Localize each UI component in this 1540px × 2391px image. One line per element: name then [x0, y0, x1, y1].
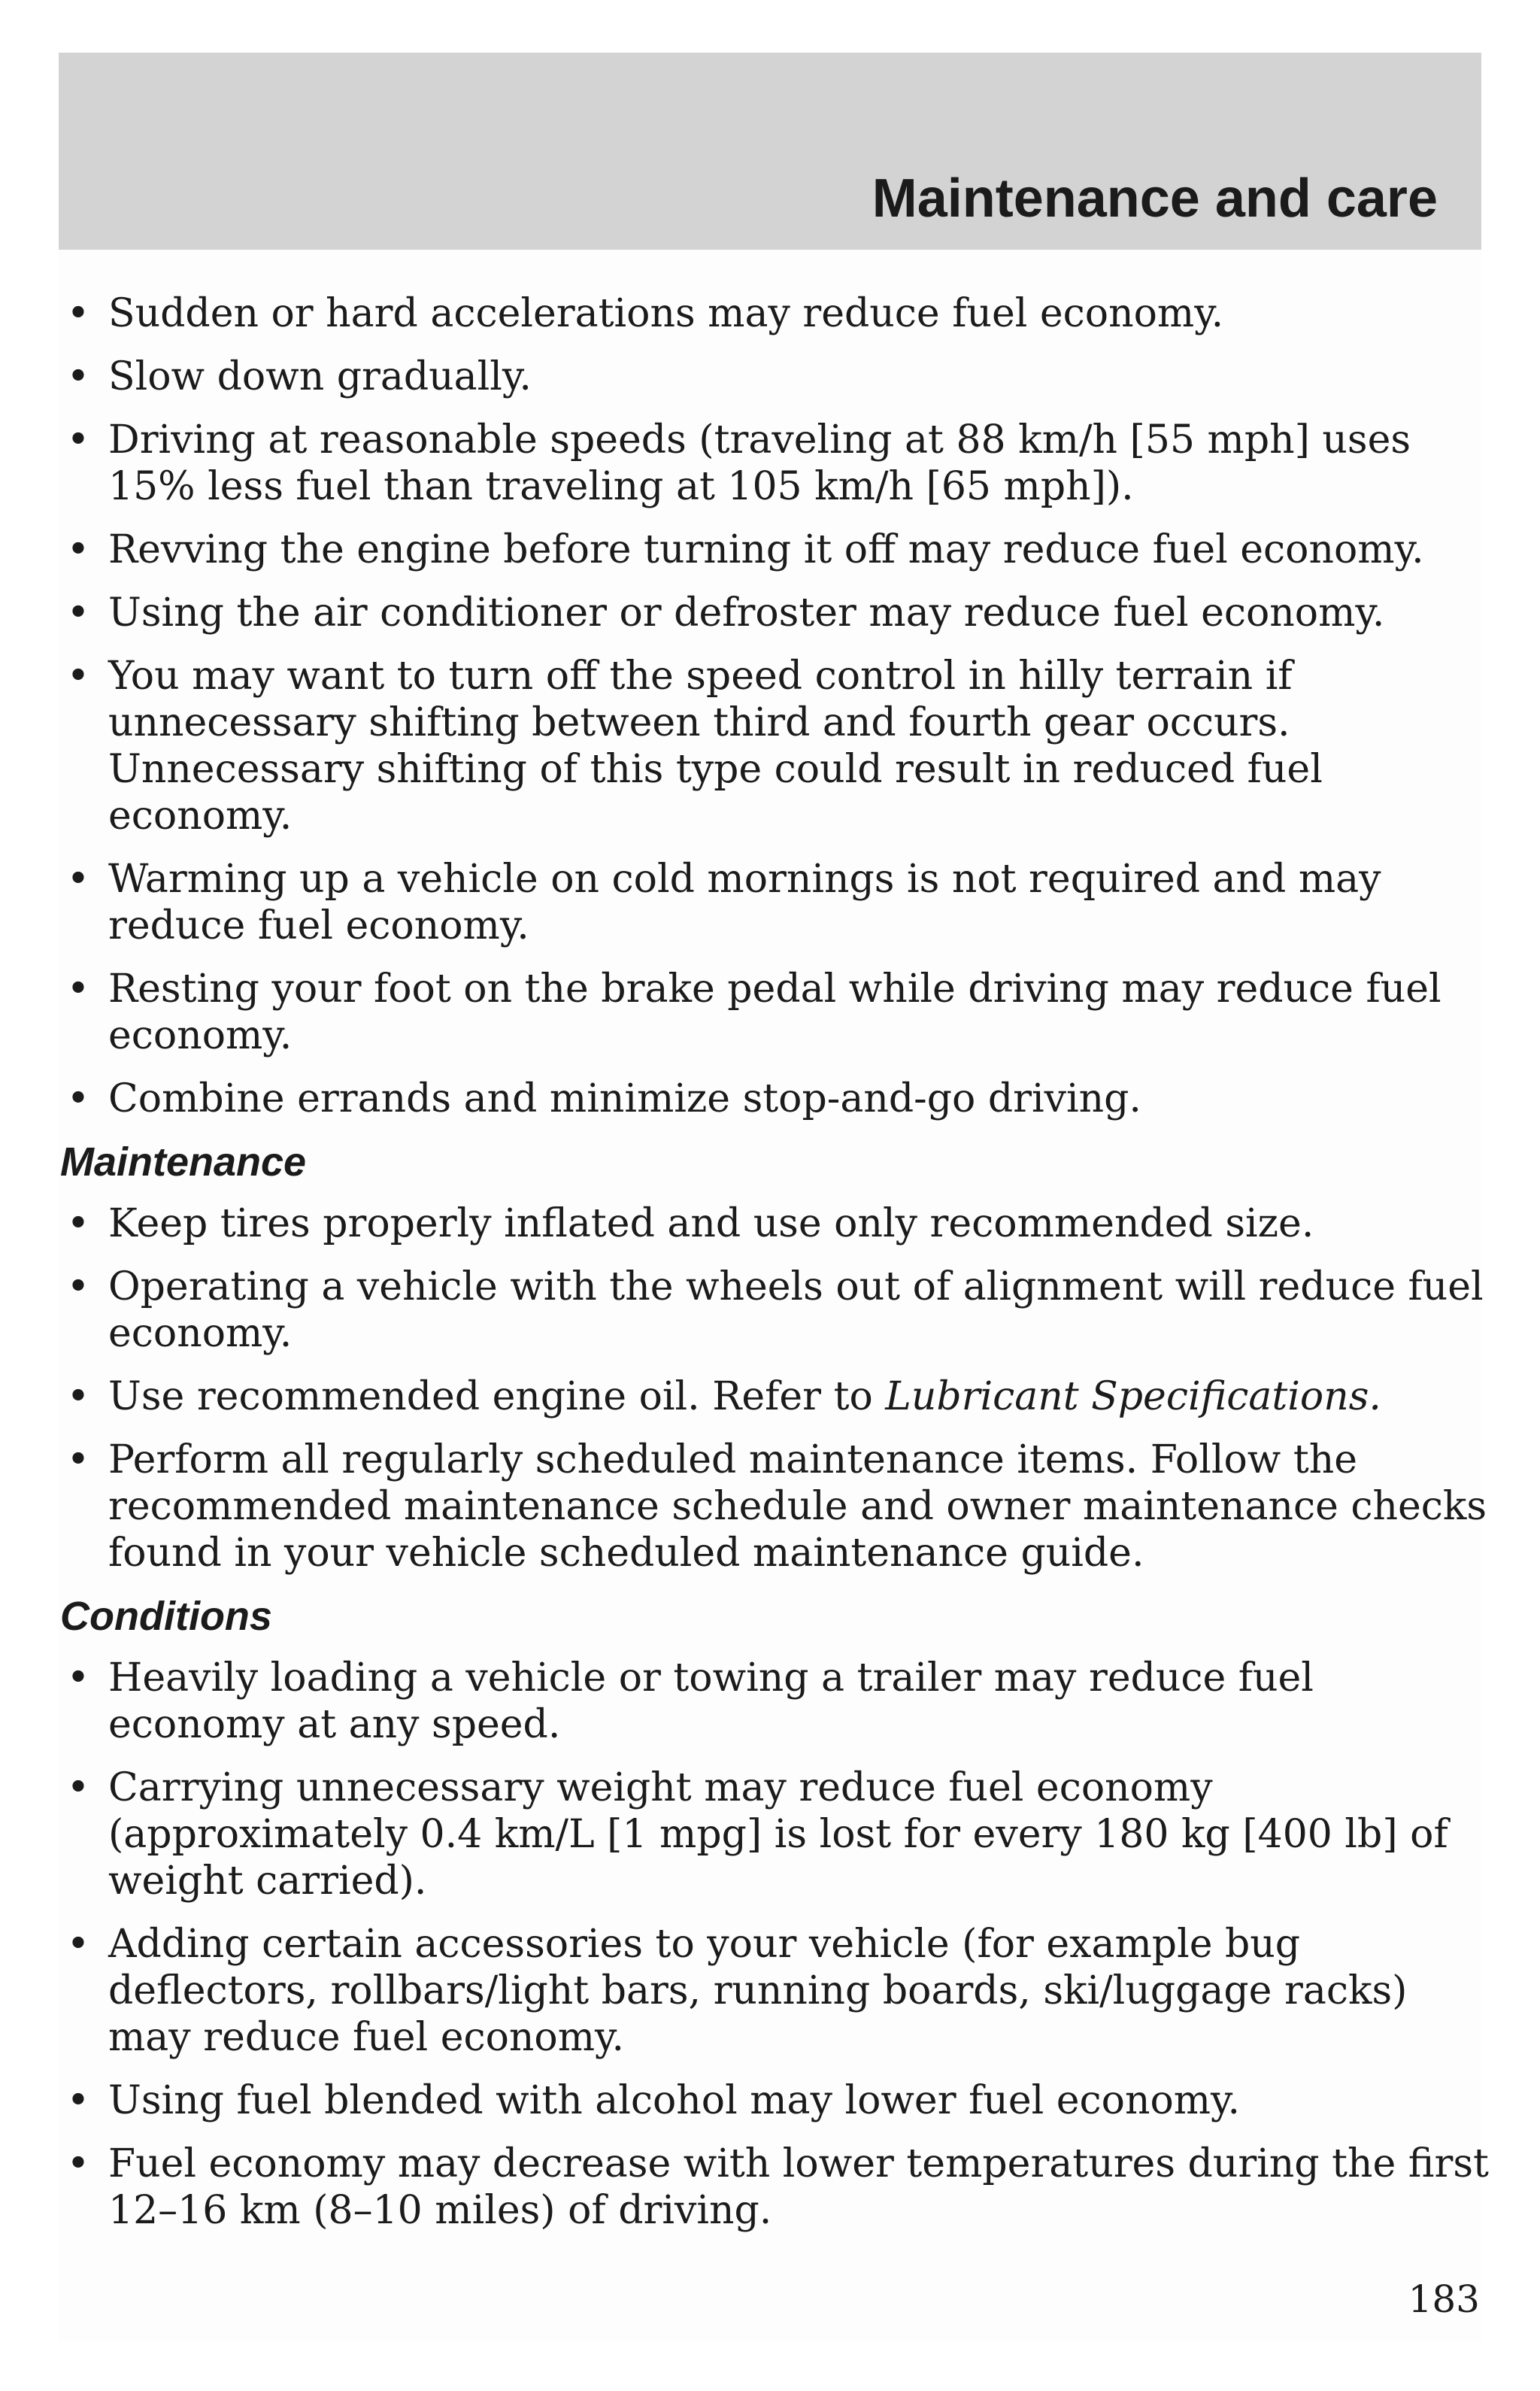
bullet-icon: • — [66, 857, 90, 902]
list-item: • Operating a vehicle with the wheels out of alignment will reduce fuel economy. — [60, 1264, 1489, 1357]
bullet-icon: • — [66, 2078, 90, 2123]
bullet-icon: • — [66, 590, 90, 636]
list-item: • Sudden or hard accelerations may reduce fuel economy. — [60, 290, 1489, 337]
list-item: • Slow down gradually. — [60, 353, 1489, 400]
bullet-icon: • — [66, 1922, 90, 1967]
bullet-icon: • — [66, 1076, 90, 1121]
page-number: 183 — [1408, 2277, 1480, 2321]
list-item: • Revving the engine before turning it off may reduce fuel economy. — [60, 526, 1489, 573]
bullet-icon: • — [66, 1201, 90, 1246]
list-item: • Perform all regularly scheduled maintenance items. Follow the recommended maintenance schedule and owner maintenance checks found in your vehicle scheduled maintenance guide. — [60, 1437, 1489, 1576]
list-item: • Use recommended engine oil. Refer to Lubricant Specifications. — [60, 1373, 1489, 1420]
intro-bullet-list — [60, 290, 1489, 1122]
bullet-icon: • — [66, 1765, 90, 1810]
lubricant-specifications-reference: Lubricant Specifications — [885, 1374, 1369, 1419]
bullet-icon: • — [66, 354, 90, 399]
bullet-icon: • — [66, 1437, 90, 1482]
maintenance-heading: Maintenance — [60, 1139, 307, 1185]
bullet-icon: • — [66, 654, 90, 699]
list-item: • Warming up a vehicle on cold mornings is not required and may reduce fuel economy. — [60, 856, 1489, 949]
maintenance-bullet-list — [60, 1200, 1489, 1576]
conditions-bullet-list — [60, 1655, 1489, 2234]
bullet-icon: • — [66, 1264, 90, 1309]
bullet-icon: • — [66, 2141, 90, 2186]
bullet-icon: • — [66, 966, 90, 1012]
bullet-icon: • — [66, 291, 90, 336]
page-title: Maintenance and care — [872, 168, 1438, 229]
list-item: • Driving at reasonable speeds (traveling at 88 km/h [55 mph] uses 15% less fuel than traveling at 105 km/h [65 mph]). — [60, 417, 1489, 510]
list-item: • Resting your foot on the brake pedal while driving may reduce fuel economy. — [60, 966, 1489, 1059]
list-item: • You may want to turn off the speed control in hilly terrain if unnecessary shifting between third and fourth gear occurs. Unnecessary shifting of this type could result in reduced fuel economy. — [60, 653, 1489, 839]
list-item: • Adding certain accessories to your vehicle (for example bug deflectors, rollbars/light bars, running boards, ski/luggage racks) may reduce fuel economy. — [60, 1921, 1489, 2061]
bullet-icon: • — [66, 1374, 90, 1419]
list-item: • Keep tires properly inflated and use only recommended size. — [60, 1200, 1489, 1247]
conditions-heading: Conditions — [60, 1594, 272, 1639]
list-item: • Carrying unnecessary weight may reduce fuel economy (approximately 0.4 km/L [1 mpg] is lost for every 180 kg [400 lb] of weight carried). — [60, 1764, 1489, 1904]
page-content — [60, 290, 1489, 2250]
list-item: • Using the air conditioner or defroster may reduce fuel economy. — [60, 590, 1489, 636]
list-item: • Fuel economy may decrease with lower temperatures during the first 12–16 km (8–10 miles) of driving. — [60, 2141, 1489, 2234]
bullet-icon: • — [66, 417, 90, 463]
list-item: • Combine errands and minimize stop-and-go driving. — [60, 1076, 1489, 1122]
list-item: • Heavily loading a vehicle or towing a trailer may reduce fuel economy at any speed. — [60, 1655, 1489, 1748]
list-item: • Using fuel blended with alcohol may lower fuel economy. — [60, 2077, 1489, 2124]
bullet-icon: • — [66, 1655, 90, 1701]
bullet-icon: • — [66, 527, 90, 572]
